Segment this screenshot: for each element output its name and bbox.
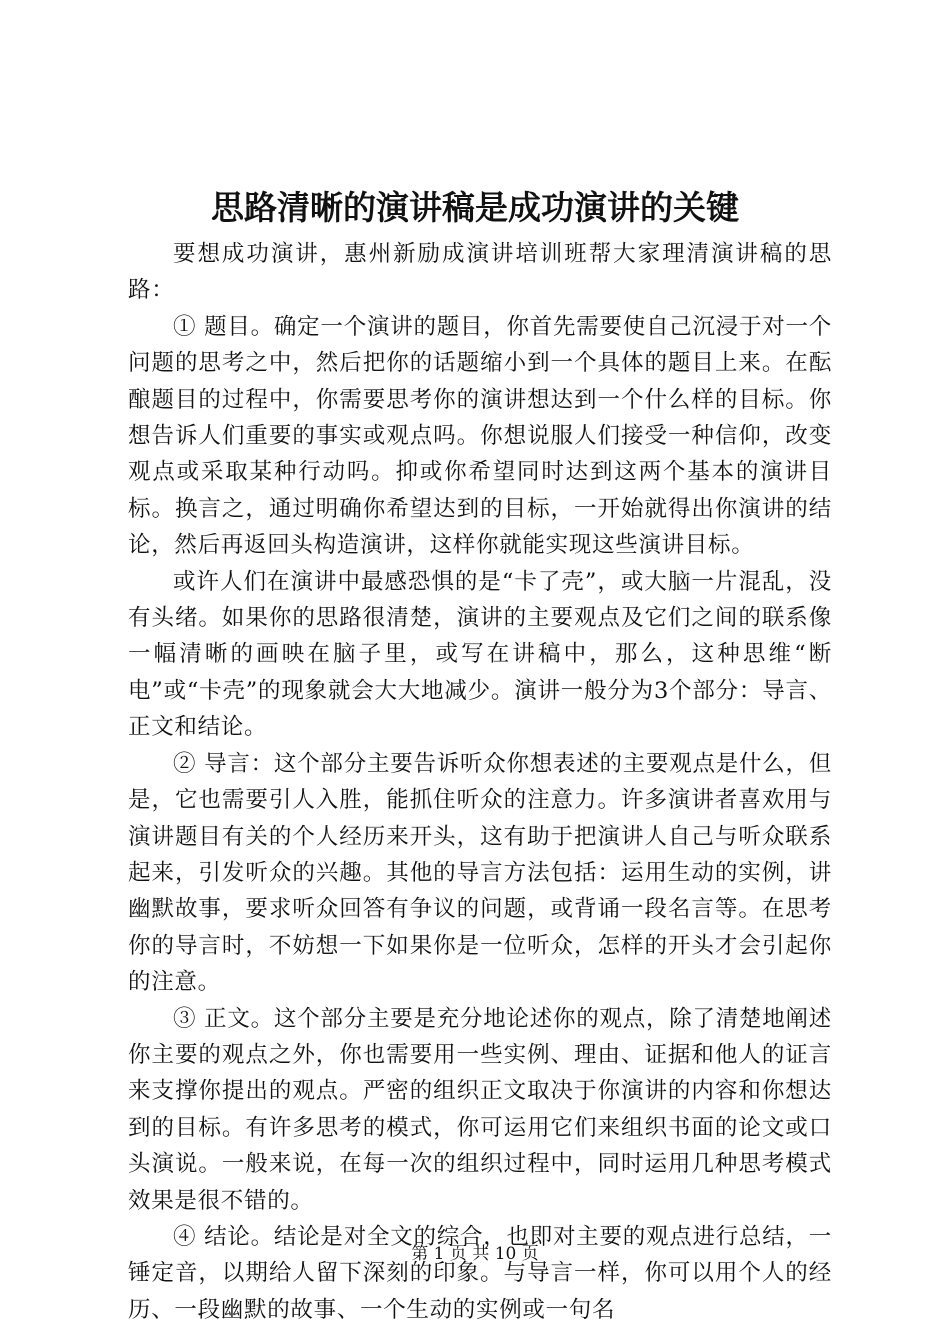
document-body: [128, 236, 832, 1328]
paragraph-main-body: ③ 正文。这个部分主要是充分地论述你的观点，除了清楚地阐述你主要的观点之外，你也需要用一些实例、理由、证据和他人的证言来支撑你提出的观点。严密的组织正文取决于你演讲的内容和你想达到的目标。有许多思考的模式，你可运用它们来组织书面的论文或口头演说。一般来说，在每一次的组织过程中，同时运用几种思考模式效果是很不错的。: [128, 1005, 832, 1214]
paragraph-introduction: ② 导言：这个部分主要告诉听众你想表述的主要观点是什么，但是，它也需要引人入胜，能抓住听众的注意力。许多演讲者喜欢用与演讲题目有关的个人经历来开头，这有助于把演讲人自己与听众联系起来，引发听众的兴趣。其他的导言方法包括：运用生动的实例，讲幽默故事，要求听众回答有争议的问题，或背诵一段名言等。在思考你的导言时，不妨想一下如果你是一位听众，怎样的开头才会引起你的注意。: [128, 750, 832, 996]
paragraph-intro: 要想成功演讲，惠州新励成演讲培训班帮大家理清演讲稿的思路：: [128, 241, 832, 304]
paragraph-topic: ① 题目。确定一个演讲的题目，你首先需要使自己沉浸于对一个问题的思考之中，然后把你的话题缩小到一个具体的题目上来。在酝酿题目的过程中，你需要思考你的演讲想达到一个什么样的目标。你想告诉人们重要的事实或观点吗。你想说服人们接受一种信仰，改变观点或采取某种行动吗。抑或你希望同时达到这两个基本的演讲目标。换言之，通过明确你希望达到的目标，一开始就得出你演讲的结论，然后再返回头构造演讲，这样你就能实现这些演讲目标。: [128, 313, 832, 559]
paragraph-fear: 或许人们在演讲中最感恐惧的是“卡了壳”，或大脑一片混乱，没有头绪。如果你的思路很清楚，演讲的主要观点及它们之间的联系像一幅清晰的画映在脑子里，或写在讲稿中，那么，这种思维“断电”或“卡壳”的现象就会大大地减少。演讲一般分为3个部分：导言、正文和结论。: [128, 568, 832, 741]
document-title: 思路清晰的演讲稿是成功演讲的关键: [211, 188, 739, 227]
paragraph-conclusion: ④ 结论。结论是对全文的综合，也即对主要的观点进行总结，一锤定音，以期给人留下深刻的印象。与导言一样，你可以用个人的经历、一段幽默的故事、一个生动的实例或一句名: [128, 1223, 832, 1323]
page-number: 第 1 页 共 10 页: [411, 1244, 539, 1264]
